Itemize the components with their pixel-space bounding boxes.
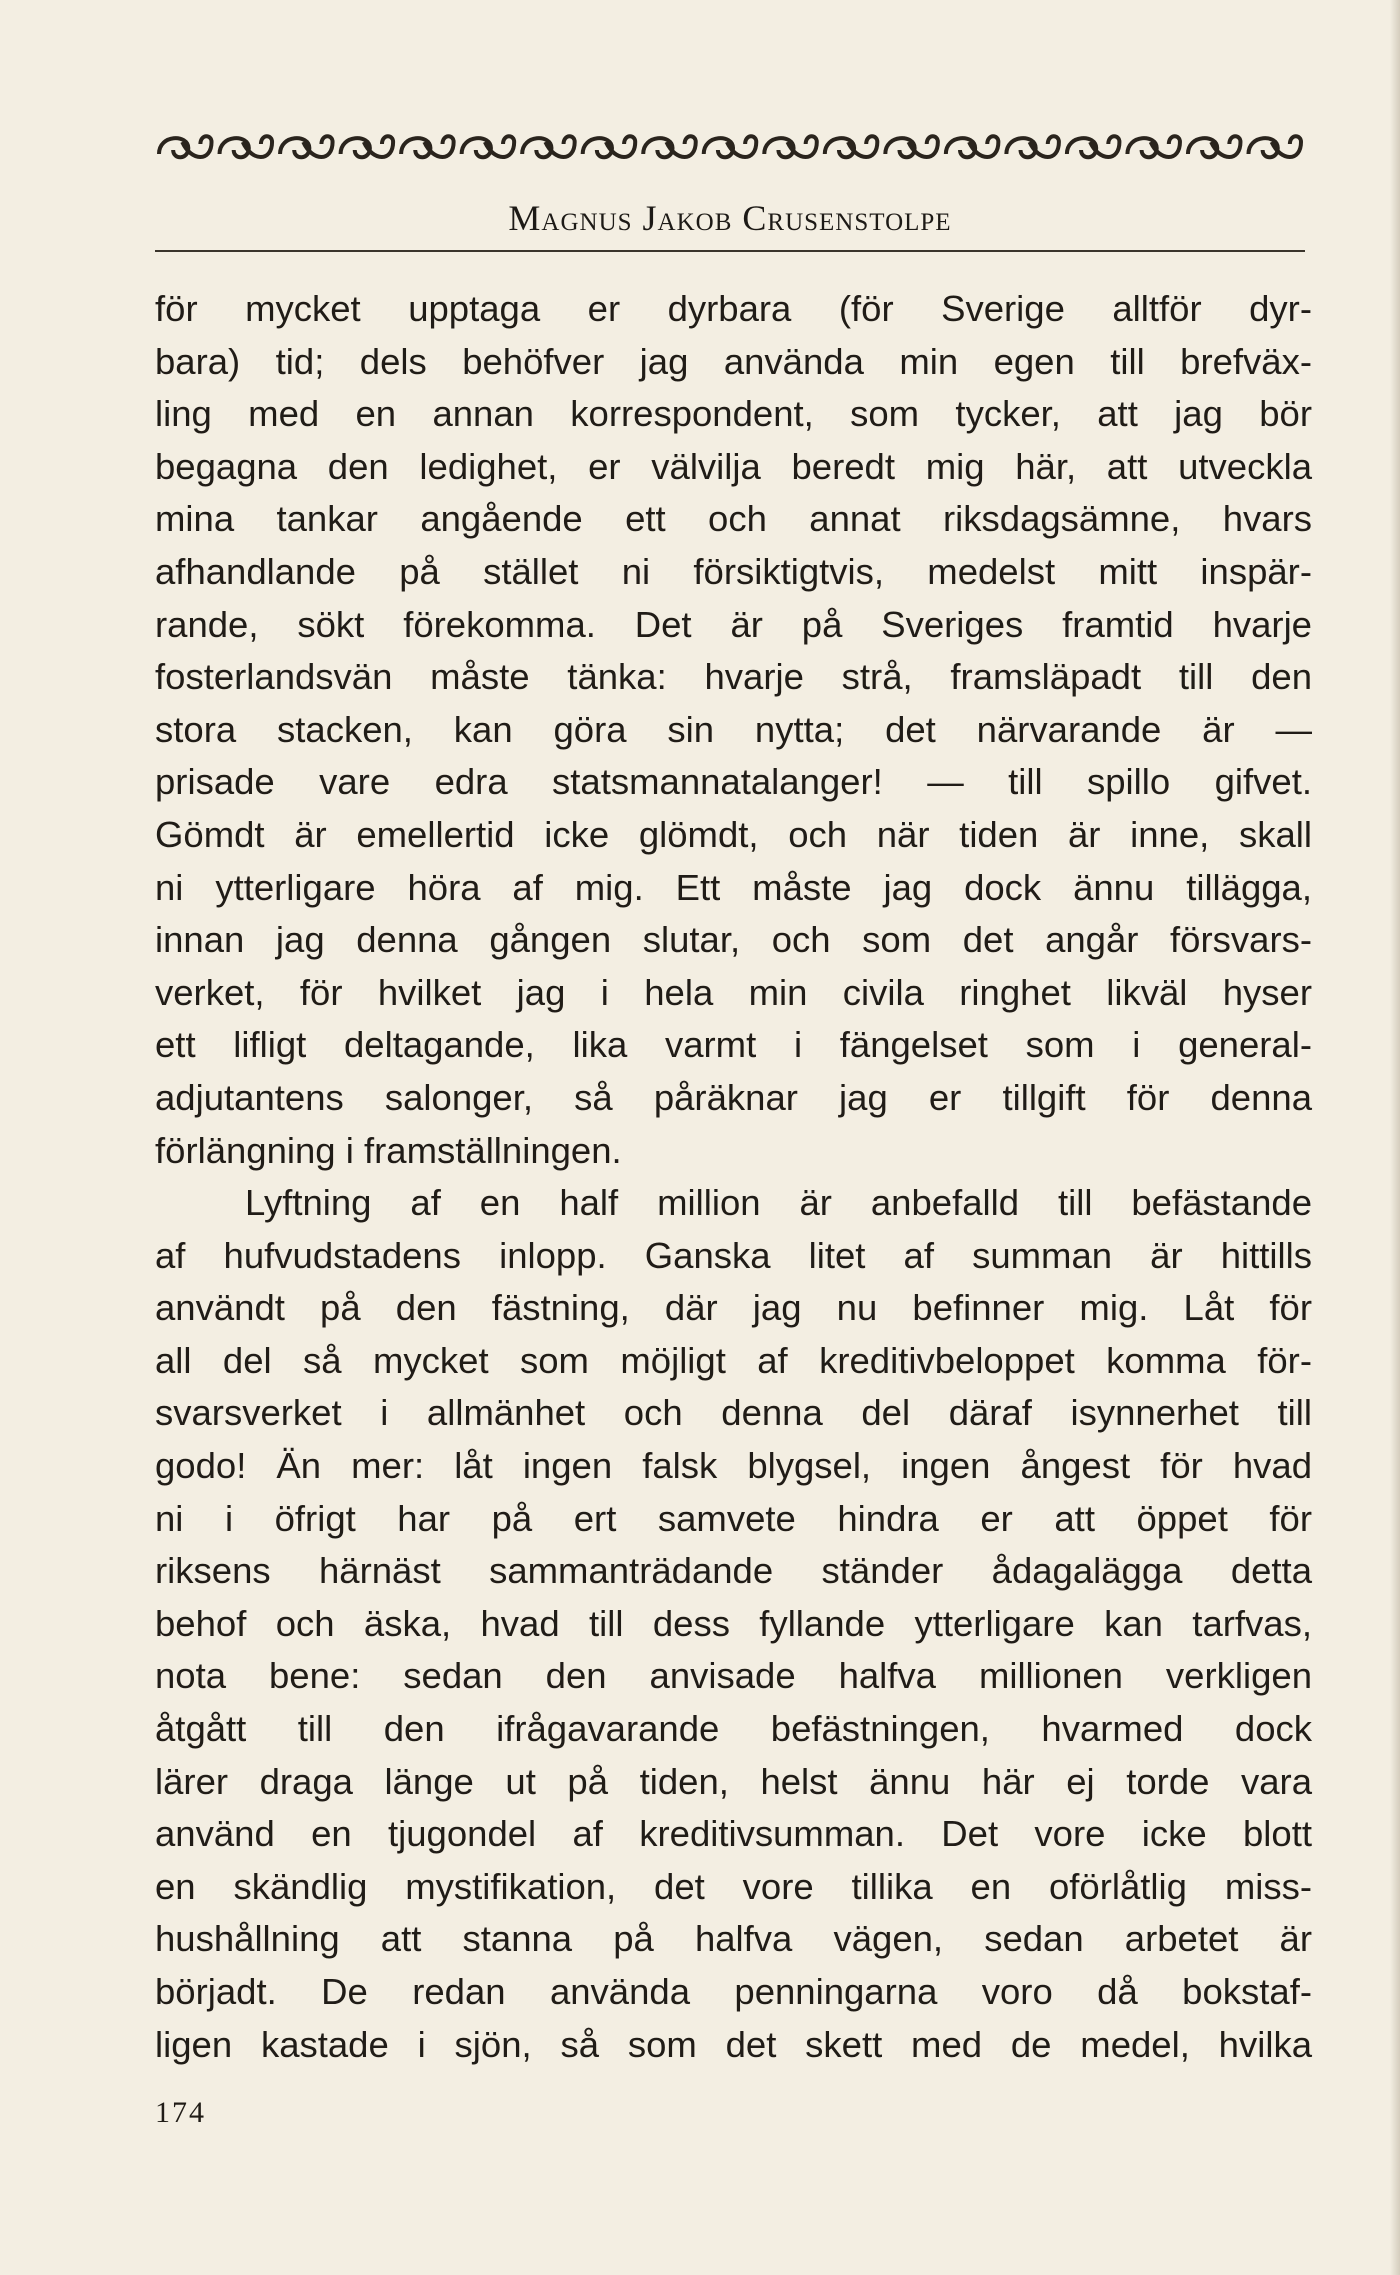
text-line: verket, för hvilket jag i hela min civila ringhet likväl hyser	[155, 971, 1312, 1013]
ornament-link	[462, 136, 515, 157]
decorative-band-icon	[155, 128, 1305, 168]
ornament-link	[341, 136, 394, 157]
text-line: all del så mycket som möjligt af kreditivbeloppet komma för-	[155, 1339, 1312, 1381]
text-line: åtgått till den ifrågavarande befästningen, hvarmed dock	[155, 1708, 1312, 1750]
text-line: begagna den ledighet, er välvilja beredt mig här, att utveckla	[155, 445, 1312, 487]
ornament-link	[764, 136, 817, 157]
text-line: lärer draga länge ut på tiden, helst ännu här ej torde vara	[155, 1760, 1312, 1802]
text-line: innan jag denna gången slutar, och som det angår försvars-	[155, 919, 1312, 961]
ornament-link	[1067, 136, 1120, 157]
text-line: af hufvudstadens inlopp. Ganska litet af summan är hittills	[155, 1234, 1312, 1276]
text-line: använd en tjugondel af kreditivsumman. Det vore icke blott	[155, 1813, 1312, 1855]
text-line: fosterlandsvän måste tänka: hvarje strå, framsläpadt till den	[155, 656, 1312, 698]
text-line: behof och äska, hvad till dess fyllande ytterligare kan tarfvas,	[155, 1602, 1312, 1644]
text-line: Gömdt är emellertid icke glömdt, och när tiden är inne, skall	[155, 813, 1312, 855]
text-line: Lyftning af en half million är anbefalld till befästande	[245, 1182, 1312, 1224]
ornament-link	[1127, 136, 1180, 157]
ornament-link	[885, 136, 938, 157]
text-line: ling med en annan korrespondent, som tycker, att jag bör	[155, 393, 1312, 435]
text-line: afhandlande på stället ni försiktigtvis, medelst mitt inspär-	[155, 550, 1312, 592]
ornament-link	[1188, 136, 1241, 157]
text-line: förlängning i framställningen.	[155, 1129, 622, 1171]
ornament-link	[583, 136, 636, 157]
text-line: börjadt. De redan använda penningarna voro då bokstaf-	[155, 1971, 1312, 2012]
ornament-link	[220, 136, 273, 157]
text-line: ni ytterligare höra af mig. Ett måste jag dock ännu tillägga,	[155, 866, 1312, 908]
text-line: svarsverket i allmänhet och denna del däraf isynnerhet till	[155, 1392, 1312, 1434]
text-line: prisade vare edra statsmannatalanger! — till spillo gifvet.	[155, 761, 1312, 803]
text-line: nota bene: sedan den anvisade halfva millionen verkligen	[155, 1655, 1312, 1697]
text-line: användt på den fästning, där jag nu befinner mig. Låt för	[155, 1287, 1312, 1329]
text-line: bara) tid; dels behöfver jag använda min egen till brefväx-	[155, 340, 1312, 382]
ornament-link	[401, 136, 454, 157]
ornament-link	[946, 136, 999, 157]
running-head: Magnus Jakob Crusenstolpe	[508, 198, 952, 238]
text-line: en skändlig mystifikation, det vore tillika en oförlåtlig miss-	[155, 1865, 1312, 1907]
ornament-link	[1006, 136, 1059, 157]
text-line: ett lifligt deltagande, lika varmt i fängelset som i general-	[155, 1024, 1312, 1066]
ornament-link	[1248, 136, 1301, 157]
text-line: hushållning att stanna på halfva vägen, sedan arbetet är	[155, 1918, 1312, 1960]
page-number: 174	[155, 2096, 206, 2129]
text-line: stora stacken, kan göra sin nytta; det närvarande är —	[155, 708, 1312, 750]
text-line: godo! Än mer: låt ingen falsk blygsel, ingen ångest för hvad	[155, 1445, 1312, 1487]
text-line: mina tankar angående ett och annat riksdagsämne, hvars	[155, 498, 1312, 540]
ornament-link	[704, 136, 757, 157]
ornament-link	[159, 136, 212, 157]
header-rule	[155, 250, 1305, 252]
text-line: ligen kastade i sjön, så som det skett med de medel, hvilka	[155, 2023, 1312, 2065]
ornament-link	[825, 136, 878, 157]
text-line: ni i öfrigt har på ert samvete hindra er att öppet för	[155, 1497, 1312, 1539]
text-line: rande, sökt förekomma. Det är på Sveriges framtid hvarje	[155, 603, 1312, 645]
text-line: riksens härnäst sammanträdande ständer ådagalägga detta	[155, 1550, 1312, 1592]
text-line: för mycket upptaga er dyrbara (för Sverige alltför dyr-	[155, 288, 1312, 329]
ornament-link	[280, 136, 333, 157]
text-line: adjutantens salonger, så påräknar jag er tillgift för denna	[155, 1076, 1312, 1118]
page-edge-shadow	[1390, 0, 1400, 2275]
ornament-link	[522, 136, 575, 157]
ornament-link	[643, 136, 696, 157]
body-text	[155, 283, 1312, 2071]
